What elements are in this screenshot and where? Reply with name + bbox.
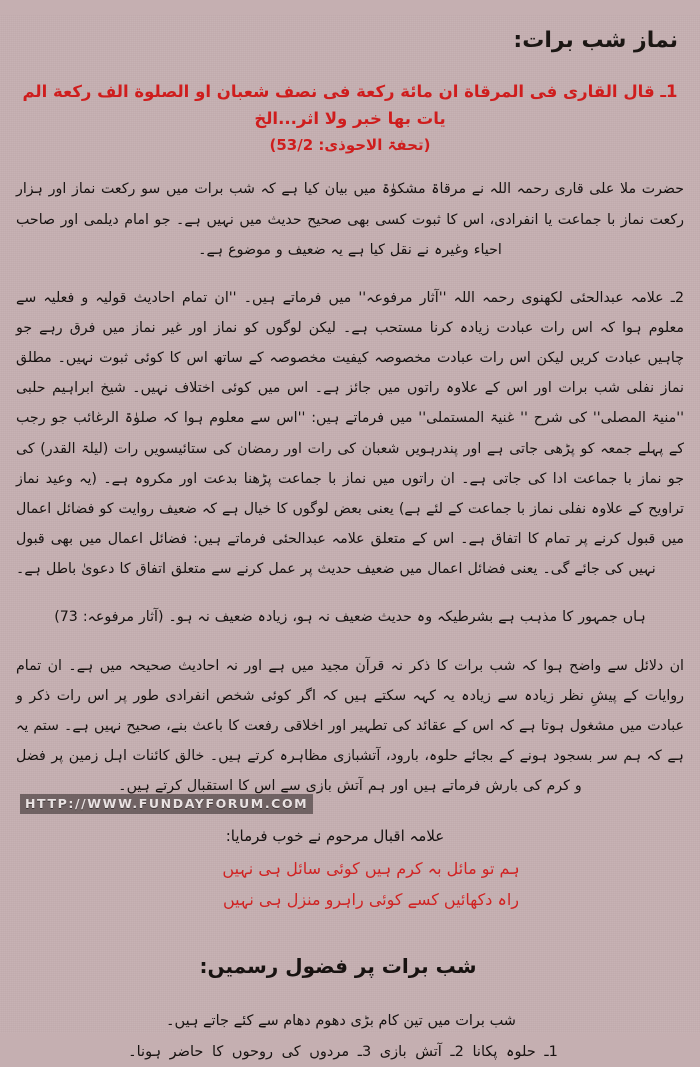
body-paragraph-1: حضرت ملا علی قاری رحمہ اللہ نے مرقاۃ مشکوٰۃ میں بیان کیا ہے کہ شب برات میں سو رکعت نماز اور ہزار رکعت نماز با جماعت یا انفرادی، اس کا ثبوت کسی بھی صحیح حدیث میں نہیں ہے۔ جو امام دیلمی اور صاحب احیاء وغیرہ نے نقل کیا ہے یہ ضعیف و موضوع ہے۔ — [16, 181, 684, 258]
site-watermark: HTTP://WWW.FUNDAYFORUM.COM — [20, 794, 313, 814]
poem-line-1: ہم تو مائل بہ کرم ہیں کوئی سائل ہی نہیں — [222, 859, 520, 879]
section-items-line: 1ـ حلوہ پکانا 2ـ آتش بازی 3ـ مردوں کی روحوں کا حاضر ہونا۔ — [128, 1043, 558, 1060]
arabic-quote: 1ـ قال القارى فى المرقاة ان مائة ركعة فى نصف شعبان او الصلوة الف ركعة الم يات بها خبر ولا اثر...الخ — [22, 82, 678, 128]
arabic-quote-citation: (تحفۃ الاحوذی: 53/2) — [269, 136, 431, 155]
poem-line-2: راہ دکھائیں کسے کوئی راہرو منزل ہی نہیں — [222, 890, 520, 910]
body-paragraph-3 — [10, 600, 690, 634]
body-paragraph-4: ان دلائل سے واضح ہوا کہ شب برات کا ذکر نہ قرآن مجید میں ہے اور نہ احادیث صحیحہ میں ہے۔ ان تمام روایات کے پیشِ نظر زیادہ سے زیادہ یہ کہہ سکتے ہیں کہ اگر کوئی شخص انفرادی طور پر اس رات ذکر و عبادت میں مشغول ہوتا ہے کہ اس کے عقائد کی تطہیر اور اخلاقی رفعت کا باعث بنے، صحیح نہیں ہے۔ ستم یہ ہے کہ ہم سر بسجود ہونے کے بجائے حلوہ، بارود، آتشبازی مظاہرہ کرتے ہیں۔ خالق کائنات اہل زمین پر فضل و کرم کی بارش فرماتے ہیں اور ہم آتش بازی سے اس کا استقبال کرتے ہیں۔ — [16, 657, 684, 794]
poem-block — [10, 847, 690, 917]
section-heading: شب برات پر فضول رسمیں: — [199, 954, 477, 979]
iqbal-attribution: علامہ اقبال مرحوم نے خوب فرمایا: — [225, 827, 445, 846]
asar-marfua-citation: (آثار مرفوعہ: 73) — [54, 609, 164, 626]
document-page — [0, 15, 700, 1060]
page-title: نماز شب برات: — [513, 27, 678, 53]
body-paragraph-3-text: ہاں جمہور کا مذہب ہے بشرطیکہ وہ حدیث ضعیف نہ ہو، زیادہ ضعیف نہ ہو۔ — [168, 609, 646, 626]
body-paragraph-2: 2ـ علامہ عبدالحئی لکھنوی رحمہ اللہ ''آثار مرفوعہ'' میں فرماتے ہیں۔ ''ان تمام احادیث قولیہ و فعلیہ سے معلوم ہوا کہ اس رات عبادت زیادہ کرنا مستحب ہے۔ لیکن لوگوں کو نماز اور غیر نماز میں فرق رہے جو چاہیں عبادت کریں لیکن اس رات عبادت مخصوصہ کیفیت مخصوصہ کے ساتھ اس کا کوئی ثبوت نہیں۔ مطلق نماز نفلی شب برات اور اس کے علاوہ راتوں میں جائز ہے۔ اس میں کوئی اختلاف نہیں۔ شیخ ابراہیم حلبی ''منیۃ المصلی'' کی شرح '' غنیۃ المستملی'' میں فرماتے ہیں: ''اس سے معلوم ہوا کہ صلوٰۃ الرغائب جو رجب کے پہلے جمعہ کو پڑھی جاتی ہے اور پندرہویں شعبان کی رات اور رمضان کی ستائیسویں رات (لیلۃ القدر) کی جو نماز با جماعت ادا کی جاتی ہے۔ ان راتوں میں نماز با جماعت پڑھنا بدعت اور مکروہ ہے۔ (یہ وعید نماز تراویح کے علاوہ نفلی نماز با جماعت کے لئے ہے) یعنی بعض لوگوں کا خیال ہے کہ ضعیف روایت کو فضائل اعمال میں قبول کرنے پر تمام کا اتفاق ہے۔ اس کے متعلق علامہ عبدالحئی فرماتے ہیں: فضائل اعمال میں بھی قبول نہیں کی جائے گی۔ یعنی فضائل اعمال میں ضعیف حدیث پر عمل کرنے سے متعلق اتفاق کا دعویٰ باطل ہے۔ — [16, 289, 684, 577]
section-intro-line: شب برات میں تین کام بڑی دھوم دھام سے کئے جاتے ہیں۔ — [166, 1012, 516, 1029]
